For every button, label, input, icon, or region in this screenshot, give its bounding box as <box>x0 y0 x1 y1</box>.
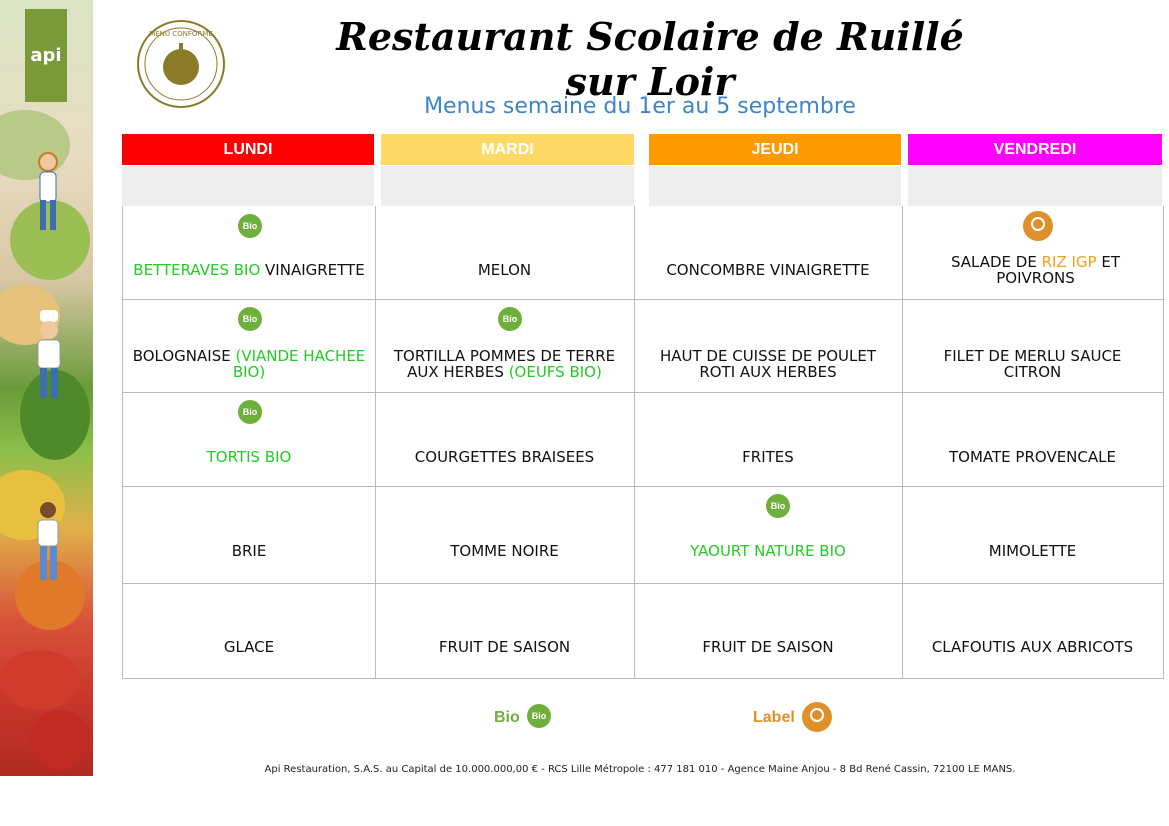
page-title: Restaurant Scolaire de Ruillé sur Loir <box>336 14 964 104</box>
bio-icon: Bio <box>238 214 262 238</box>
menu-item-lundi-fromage: BRIE <box>231 542 267 560</box>
seal-text: MENU CONFORME <box>149 30 213 38</box>
api-logo: api <box>25 9 67 102</box>
day-subheader-lundi <box>122 166 374 206</box>
menu-item-jeudi-plat: HAUT DE CUISSE DE POULET ROTI AUX HERBES <box>659 347 877 381</box>
page-subtitle: Menus semaine du 1er au 5 septembre <box>424 94 856 119</box>
menu-item-vendredi-plat: FILET DE MERLU SAUCE CITRON <box>943 347 1122 381</box>
bio-icon: Bio <box>766 494 790 518</box>
illustration-child-icon <box>28 150 70 240</box>
day-header-mardi: MARDI <box>381 134 634 165</box>
legend-bio-label: Bio <box>494 709 520 726</box>
day-header-jeudi: JEUDI <box>649 134 901 165</box>
menu-item-jeudi-dessert: FRUIT DE SAISON <box>702 638 834 656</box>
day-header-lundi: LUNDI <box>122 134 374 165</box>
legend-bio-icon: Bio <box>527 704 551 728</box>
day-subheader-vendredi <box>908 166 1162 206</box>
menu-item-vendredi-entree: SALADE DE RIZ IGP ET POIVRONS <box>950 253 1121 287</box>
menu-conforme-seal <box>136 19 226 109</box>
bio-icon: Bio <box>238 307 262 331</box>
illustration-chef-icon <box>28 310 70 400</box>
bio-icon: Bio <box>238 400 262 424</box>
illustration-skater-icon <box>28 500 70 590</box>
footer-legal-text: Api Restauration, S.A.S. au Capital de 10.000.000,00 € - RCS Lille Métropole : 477 181 010 - Agence Maine Anjou - 8 Bd René Cassin, 72100 LE MANS. <box>264 764 1016 775</box>
menu-item-mardi-dessert: FRUIT DE SAISON <box>438 638 571 656</box>
menu-item-vendredi-dessert: CLAFOUTIS AUX ABRICOTS <box>931 638 1134 656</box>
bio-icon: Bio <box>498 307 522 331</box>
menu-item-vendredi-fromage: MIMOLETTE <box>988 542 1077 560</box>
legend-label-label: Label <box>753 709 795 726</box>
menu-item-mardi-fromage: TOMME NOIRE <box>450 542 559 560</box>
legend-label-icon <box>802 702 832 732</box>
decorative-side-strip <box>0 0 93 776</box>
label-award-icon <box>1023 211 1053 241</box>
day-subheader-jeudi <box>649 166 901 206</box>
menu-item-jeudi-fromage: YAOURT NATURE BIO <box>690 542 846 560</box>
menu-item-lundi-dessert: GLACE <box>223 638 275 656</box>
day-header-vendredi: VENDREDI <box>908 134 1162 165</box>
menu-item-mardi-plat: TORTILLA POMMES DE TERRE AUX HERBES (OEUFS BIO) <box>393 347 616 381</box>
menu-item-mardi-accompagnement: COURGETTES BRAISEES <box>414 448 595 466</box>
menu-item-vendredi-accompagnement: TOMATE PROVENCALE <box>949 448 1116 466</box>
menu-item-lundi-entree: BETTERAVES BIO VINAIGRETTE <box>133 261 365 279</box>
menu-grid <box>122 206 1164 679</box>
menu-item-jeudi-accompagnement: FRITES <box>742 448 794 466</box>
day-subheader-mardi <box>381 166 634 206</box>
menu-item-lundi-accompagnement: TORTIS BIO <box>206 448 292 466</box>
menu-item-jeudi-entree: CONCOMBRE VINAIGRETTE <box>666 261 870 279</box>
menu-item-mardi-entree: MELON <box>477 261 532 279</box>
menu-item-lundi-plat: BOLOGNAISE (VIANDE HACHEE BIO) <box>132 347 366 381</box>
